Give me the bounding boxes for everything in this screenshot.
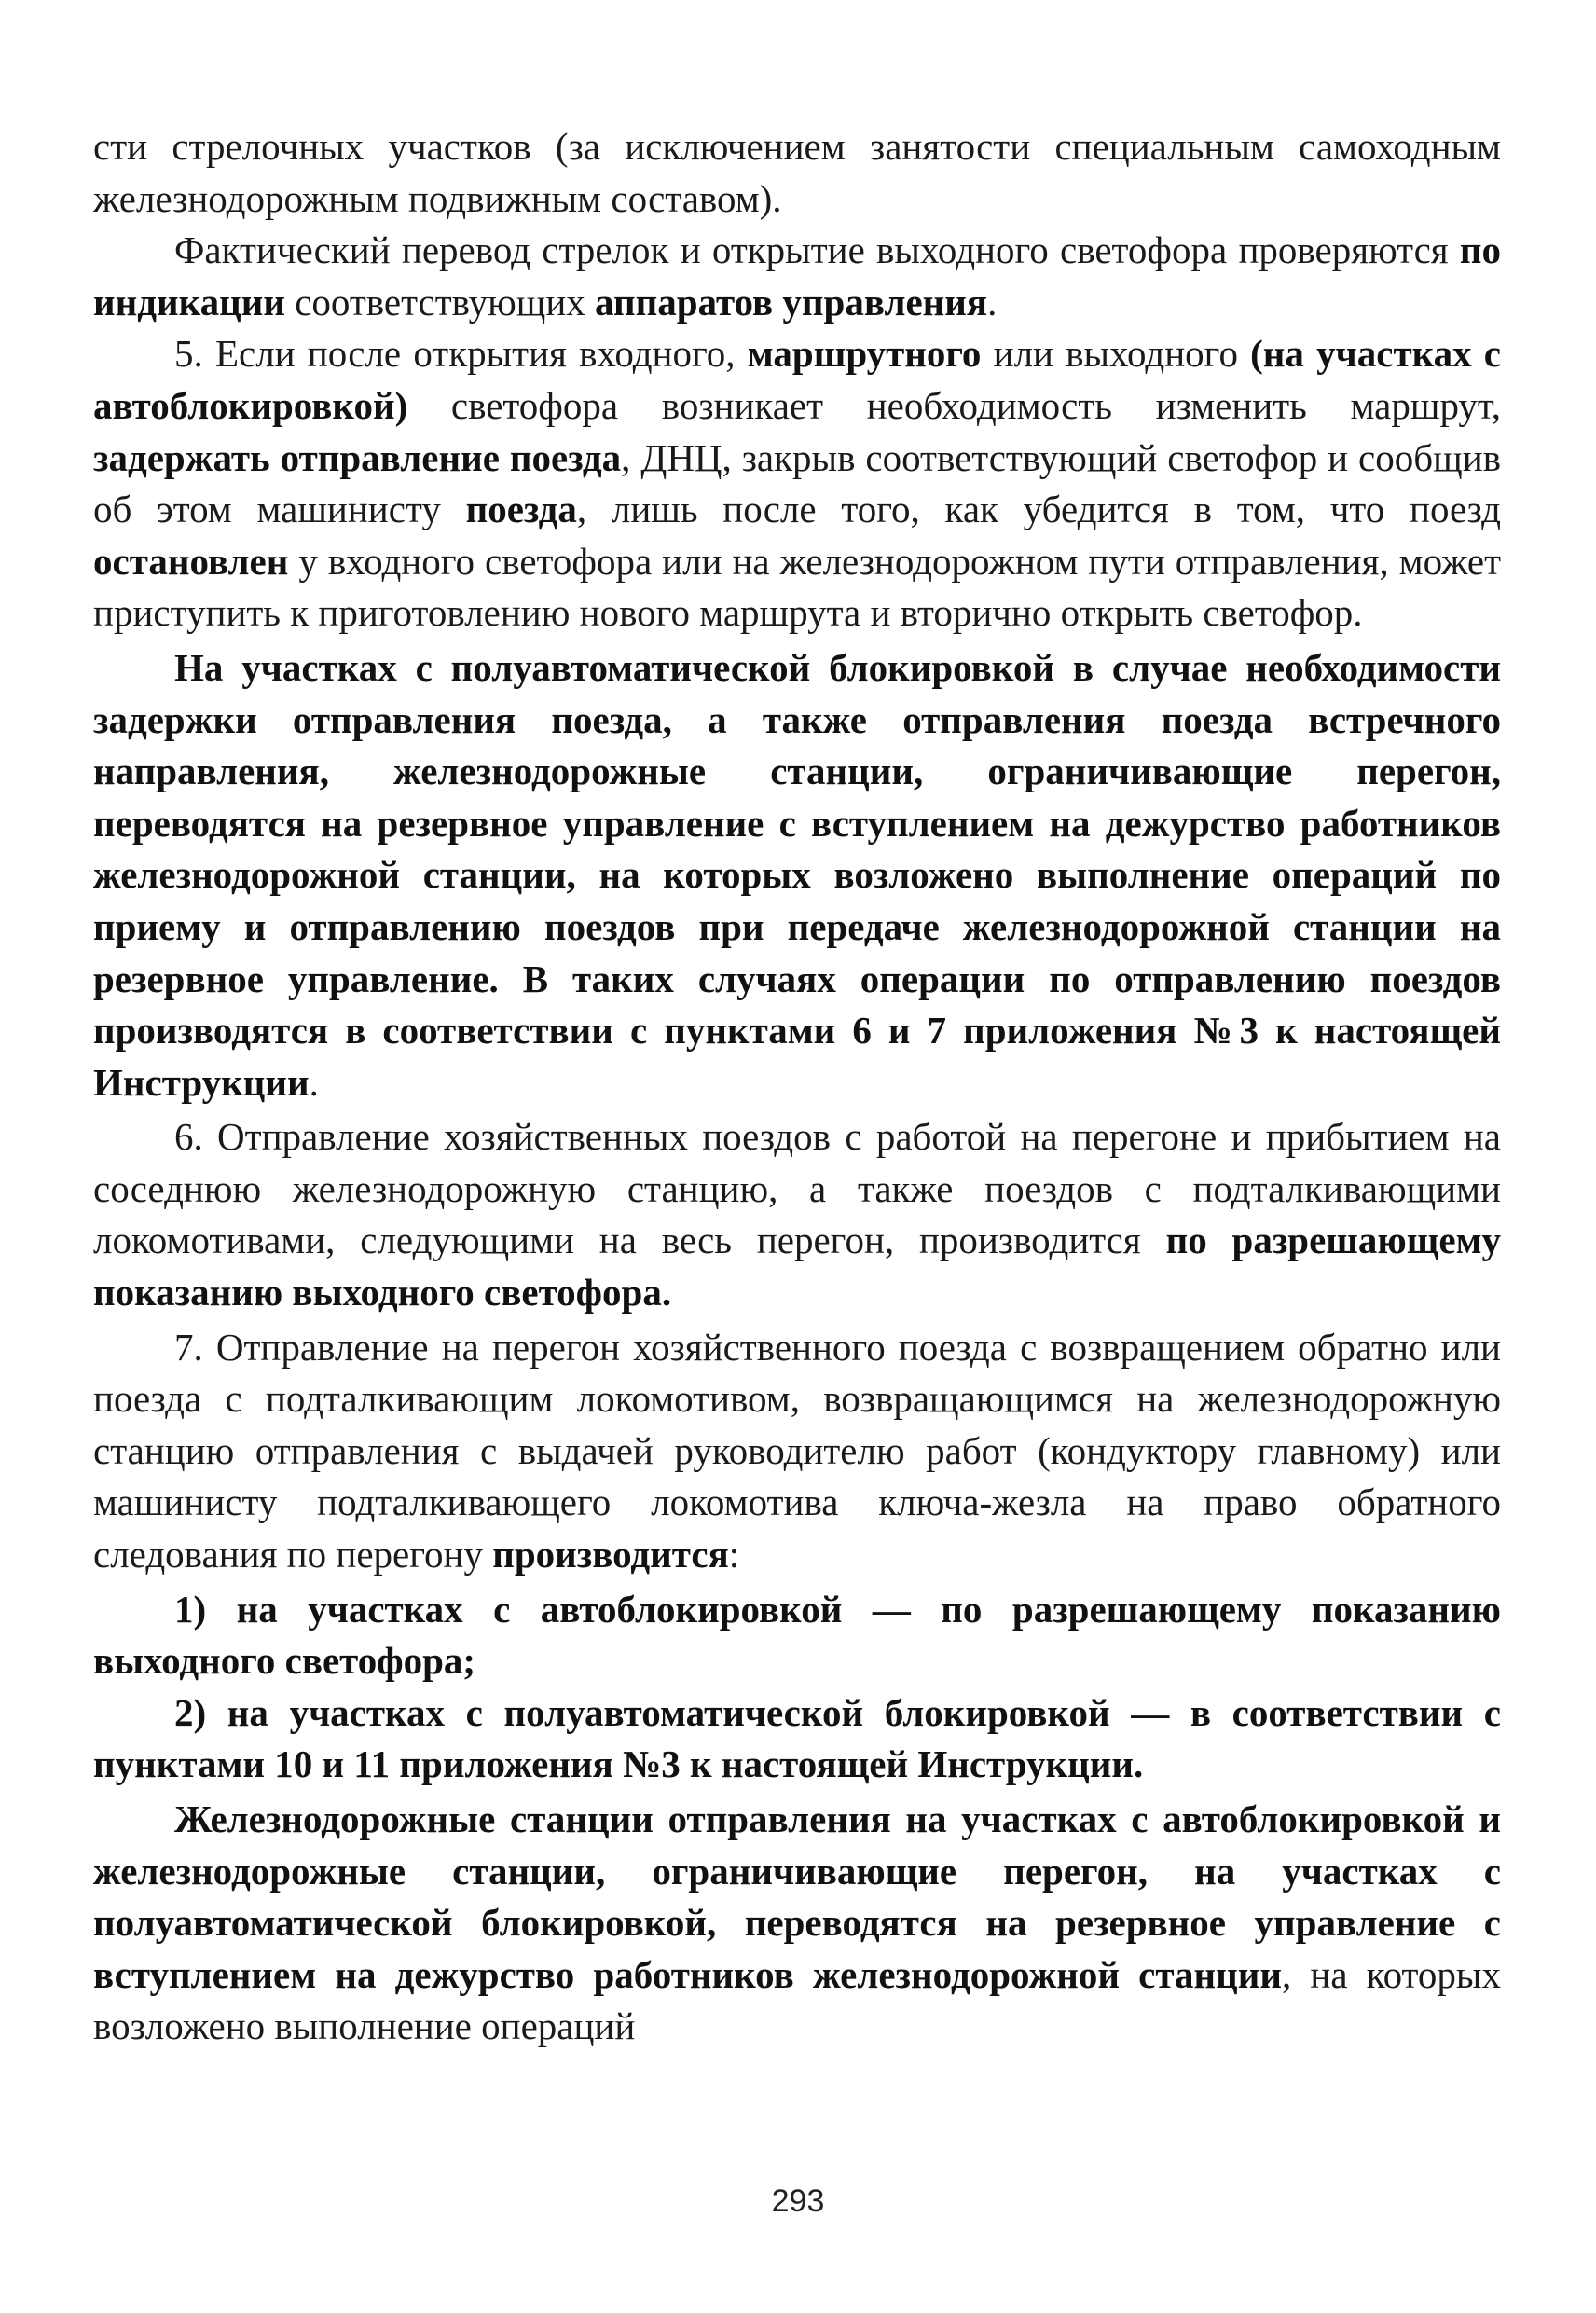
paragraph-item-7: 7. Отправление на перегон хозяйственного поезда с возвращением обратно или поезда с подталкивающим локомотивом, возвращающимся на железнодорожную станцию отправления с выдачей руководителю работ (кондуктору главному) или машинисту подталкивающего локомотива ключа-жезла на право обратного следования по перегону производится: <box>93 1325 1501 1576</box>
paragraph-departure-stations: Железнодорожные станции отправления на участках с автоблокировкой и железнодорожные станции, ограничивающие перегон, на участках с полуавтоматической блокировкой, переводятся на резервное управление с вступлением на дежурство работников железнодорожной станции, на которых возложено выполнение операций <box>93 1797 1501 2048</box>
paragraph-semiautomatic-blocking: На участках с полуавтоматической блокировкой в случае необходимости задержки отправления поезда, а также отправления поезда встречного направления, железнодорожные станции, ограничивающие перегон, переводятся на резервное управление с вступлением на дежурство работников железнодорожной станции, на которых возложено выполнение операций по приему и отправлению поездов при передаче железнодорожной станции на резервное управление. В таких случаях операции по отправлению поездов производятся в соответствии с пунктами 6 и 7 приложения №3 к настоящей Инструкции. <box>93 645 1501 1104</box>
paragraph-item-6: 6. Отправление хозяйственных поездов с работой на перегоне и прибытием на соседнюю железнодорожную станцию, а также поездов с подталкивающими локомотивами, следующими на весь перегон, производится по разрешающему показанию выходного светофора. <box>93 1115 1501 1315</box>
document-page <box>93 121 1501 2053</box>
paragraph-switch-verification: Фактический перевод стрелок и открытие выходного светофора проверяются по индикации соответствующих аппаратов управления. <box>93 228 1501 324</box>
paragraph-item-5: 5. Если после открытия входного, маршрутного или выходного (на участках с автоблокировкой) светофора возникает необходимость изменить маршрут, задержать отправление поезда, ДНЦ, закрыв соответствующий светофор и сообщив об этом машинисту поезда, лишь после того, как убедится в том, что поезд остановлен у входного светофора или на железнодорожном пути отправления, может приступить к приготовлению нового маршрута и вторично открыть светофор. <box>93 332 1501 635</box>
list-item-1: 1) на участках с автоблокировкой — по разрешающему показанию выходного светофора; <box>93 1587 1501 1683</box>
list-item-2: 2) на участках с полуавтоматической блокировкой — в соответствии с пунктами 10 и 11 приложения №3 к настоящей Инструкции. <box>93 1690 1501 1786</box>
page-number: 293 <box>771 2183 825 2219</box>
paragraph-continuation: сти стрелочных участков (за исключением занятости специальным самоходным железнодорожным подвижным составом). <box>93 125 1501 220</box>
